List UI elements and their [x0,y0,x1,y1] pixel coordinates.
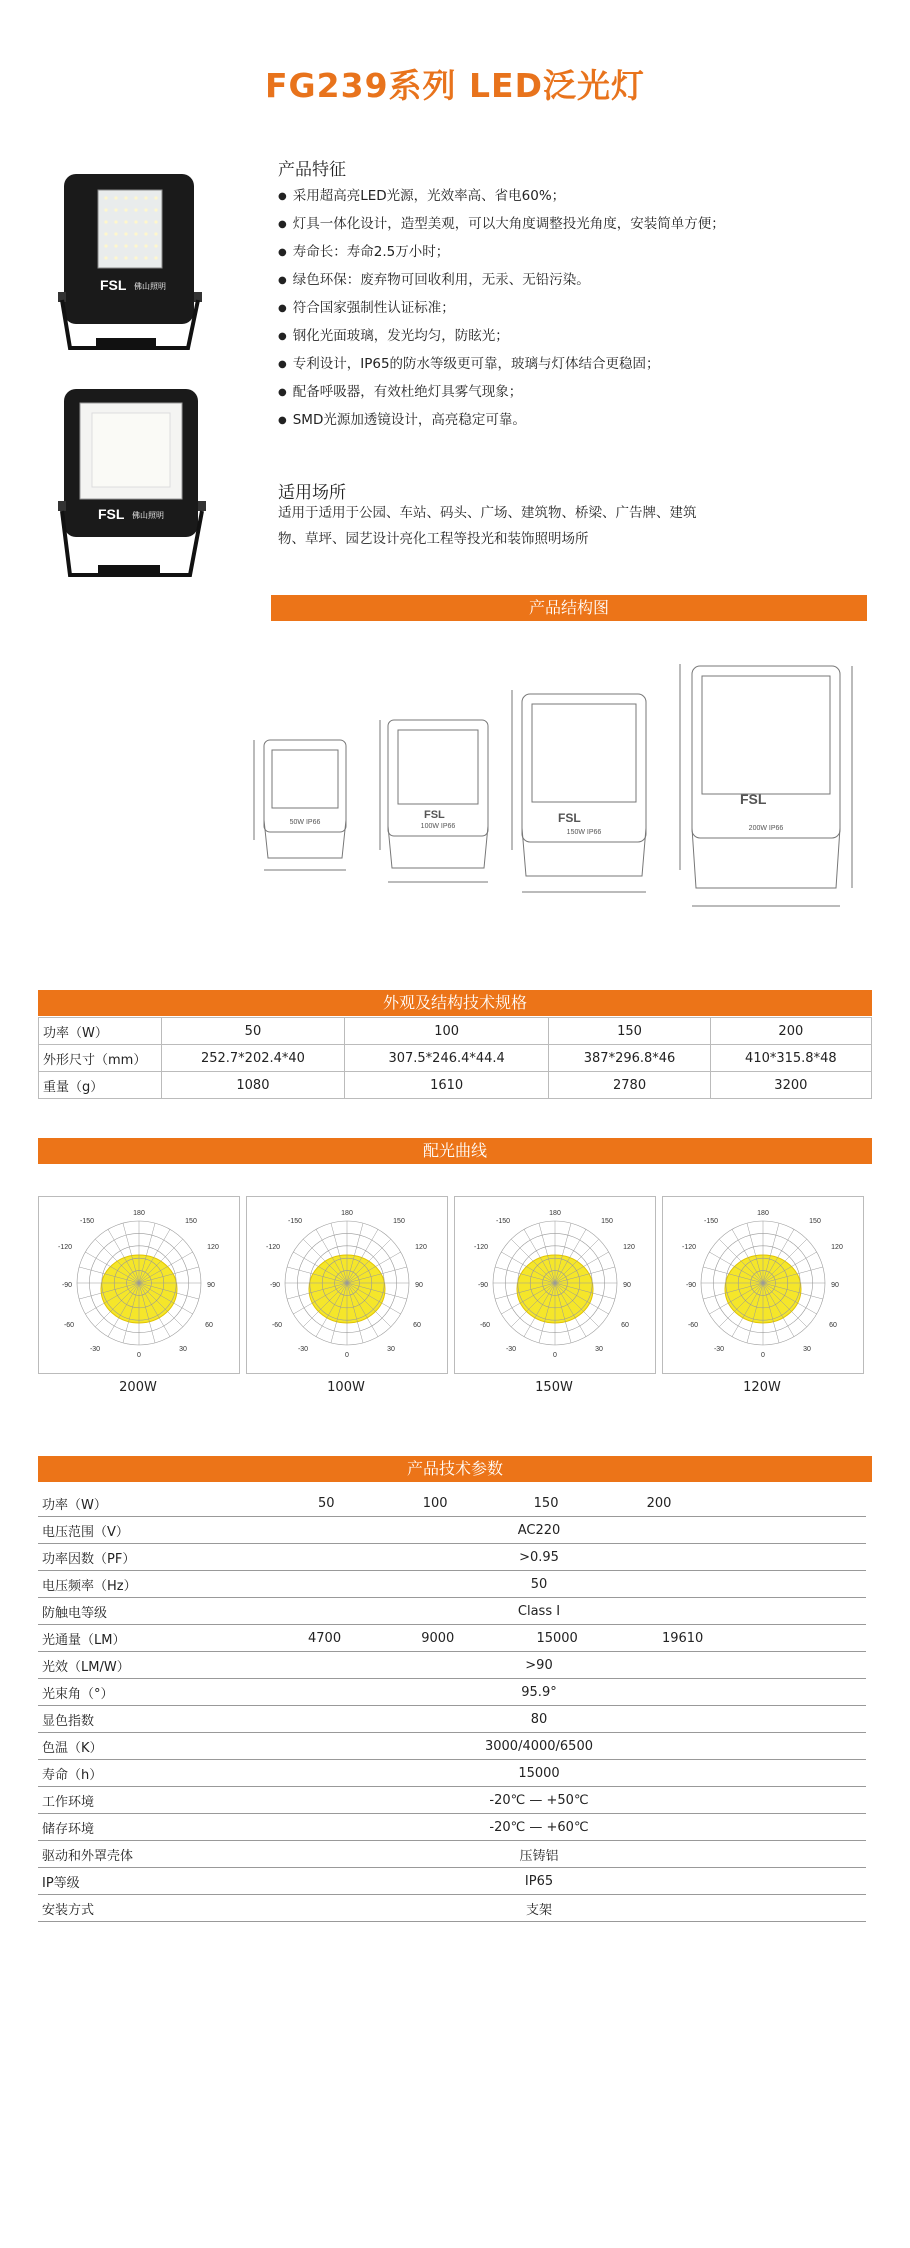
spec-label: 功率（W） [39,1018,162,1045]
structure-logo: FSL [424,809,445,821]
polar-angle-label: -120 [681,1244,697,1251]
table-row [38,1760,866,1787]
param-cell: 4700 [308,1630,342,1646]
table-row [38,1679,866,1706]
table-row [38,1517,866,1544]
lamp-photo-top [58,170,208,365]
polar-angle-label: 30 [179,1346,187,1353]
polar-angle-label: 90 [207,1282,215,1289]
structure-model-label: 100W IP66 [420,823,456,830]
lamp-logo-cn: 佛山照明 [132,511,164,520]
section-bar-params: 产品技术参数 [38,1456,872,1482]
polar-angle-label: 150 [185,1218,197,1225]
param-value: 15000 [212,1760,866,1787]
polar-angle-label: 60 [205,1322,213,1329]
param-label: IP等级 [38,1868,212,1895]
spec-cell: 150 [549,1018,710,1045]
param-label: 显色指数 [38,1706,212,1733]
structure-model-label: 200W IP66 [748,825,784,832]
usage-line: 物、草坪、园艺设计亮化工程等投光和装饰照明场所 [278,531,589,547]
param-cell: 50 [318,1495,335,1511]
spec-cell: 1610 [344,1072,549,1099]
polar-angle-label: -60 [479,1322,491,1329]
curve-caption: 120W [743,1380,781,1395]
curve-caption: 200W [119,1380,157,1395]
table-row [38,1895,866,1922]
feature-item: ● 符合国家强制性认证标准； [278,295,878,323]
usage-line: 适用于适用于公园、车站、码头、广场、建筑物、桥梁、广告牌、建筑 [278,505,697,521]
structure-logo: FSL [740,791,767,807]
param-label: 安装方式 [38,1895,212,1922]
polar-angle-label: -120 [473,1244,489,1251]
spec-cell: 3200 [710,1072,871,1099]
polar-angle-label: 120 [207,1244,219,1251]
polar-angle-label: -90 [477,1282,489,1289]
lamp-photo-bottom [58,385,208,585]
param-cell: 150 [533,1495,559,1511]
polar-angle-label: 90 [831,1282,839,1289]
polar-angle-label: -90 [685,1282,697,1289]
polar-angle-label: 0 [761,1352,765,1359]
spec-cell: 100 [344,1018,549,1045]
polar-angle-label: -30 [713,1346,725,1353]
polar-angle-label: -30 [505,1346,517,1353]
polar-curve-svg [455,1197,655,1373]
polar-angle-label: 0 [345,1352,349,1359]
polar-curve-chart [246,1196,448,1374]
polar-angle-label: 120 [415,1244,427,1251]
polar-curve-chart [454,1196,656,1374]
table-row [38,1706,866,1733]
table-row [38,1598,866,1625]
polar-angle-label: 180 [757,1210,769,1217]
param-label: 色温（K） [38,1733,212,1760]
structure-model-label: 150W IP66 [566,829,602,836]
polar-angle-label: -90 [61,1282,73,1289]
polar-angle-label: 30 [803,1346,811,1353]
polar-angle-label: 90 [415,1282,423,1289]
polar-angle-label: -60 [271,1322,283,1329]
section-bar-structure: 产品结构图 [271,595,867,621]
table-row [39,1018,872,1045]
polar-angle-label: 180 [549,1210,561,1217]
param-label: 电压范围（V） [38,1517,212,1544]
param-value: -20℃ — +60℃ [212,1814,866,1841]
spec-cell: 2780 [549,1072,710,1099]
polar-angle-label: 60 [621,1322,629,1329]
param-cell: 15000 [536,1630,578,1646]
structure-diagram [240,650,900,920]
spec-cell: 252.7*202.4*40 [162,1045,345,1072]
param-cell: 19610 [661,1630,704,1646]
polar-angle-label: 120 [623,1244,635,1251]
spec-cell: 410*315.8*48 [710,1045,871,1072]
param-label: 储存环境 [38,1814,212,1841]
polar-curve-svg [39,1197,239,1373]
polar-angle-label: 120 [831,1244,843,1251]
lamp-led-panel [98,190,162,268]
polar-curve-chart [38,1196,240,1374]
feature-item: ● 专利设计，IP65的防水等级更可靠，玻璃与灯体结合更稳固； [278,351,878,379]
param-value: 50 [212,1571,866,1598]
polar-angle-label: 30 [387,1346,395,1353]
param-value: IP65 [212,1868,866,1895]
polar-curve-chart [662,1196,864,1374]
polar-angle-label: -90 [269,1282,281,1289]
structure-logo: FSL [558,811,581,825]
spec-cell: 307.5*246.4*44.4 [344,1045,549,1072]
table-row [38,1490,866,1517]
polar-angle-label: 150 [809,1218,821,1225]
spec-label: 外形尺寸（mm） [39,1045,162,1072]
page-title: FG239系列 LED泛光灯 [265,66,645,105]
table-row [39,1072,872,1099]
param-label: 寿命（h） [38,1760,212,1787]
param-label: 工作环境 [38,1787,212,1814]
param-value: 压铸铝 [212,1841,866,1868]
param-label: 驱动和外罩壳体 [38,1841,212,1868]
feature-item: ● 灯具一体化设计，造型美观，可以大角度调整投光角度，安装简单方便； [278,211,878,239]
polar-angle-label: 150 [601,1218,613,1225]
lamp-logo-cn: 佛山照明 [134,282,166,291]
polar-angle-label: -150 [703,1218,719,1225]
curve-caption: 150W [535,1380,573,1395]
table-row [38,1544,866,1571]
params-table [38,1490,866,1922]
section-bar-curve: 配光曲线 [38,1138,872,1164]
spec-cell: 387*296.8*46 [549,1045,710,1072]
param-value: -20℃ — +50℃ [212,1787,866,1814]
param-cell: 9000 [421,1630,455,1646]
table-row [38,1787,866,1814]
feature-item: ● 绿色环保：废弃物可回收利用，无汞、无铅污染。 [278,267,878,295]
structure-lamp-150w [512,690,646,892]
param-label: 防触电等级 [38,1598,212,1625]
feature-item: ● 采用超高亮LED光源，光效率高、省电60%； [278,183,878,211]
spec-label: 重量（g） [39,1072,162,1099]
polar-angle-label: 180 [341,1210,353,1217]
param-value: 80 [212,1706,866,1733]
table-row [38,1841,866,1868]
param-value: 3000/4000/6500 [212,1733,866,1760]
features-heading: 产品特征 [278,160,346,180]
polar-angle-label: 30 [595,1346,603,1353]
polar-angle-label: 150 [393,1218,405,1225]
table-row [38,1652,866,1679]
param-value: 支架 [212,1895,866,1922]
param-label: 光效（LM/W） [38,1652,212,1679]
table-row [38,1625,866,1652]
structure-lamp-200w [680,664,852,906]
param-label: 电压频率（Hz） [38,1571,212,1598]
feature-item: ● 钢化光面玻璃，发光均匀，防眩光； [278,323,878,351]
polar-angle-label: 0 [137,1352,141,1359]
structure-model-label: 50W IP66 [289,819,321,826]
param-value: Class Ⅰ [212,1598,866,1625]
usage-heading: 适用场所 [278,483,346,503]
polar-angle-label: 180 [133,1210,145,1217]
param-value: AC220 [212,1517,866,1544]
structure-lamp-100w [380,720,488,882]
polar-curve-svg [663,1197,863,1373]
polar-angle-label: -60 [687,1322,699,1329]
polar-angle-label: -120 [265,1244,281,1251]
polar-angle-label: 60 [829,1322,837,1329]
param-label: 光束角（°） [38,1679,212,1706]
features-list [278,183,878,435]
polar-angle-label: 60 [413,1322,421,1329]
table-row [38,1571,866,1598]
lamp-logo-text: FSL [98,506,125,522]
lamp-logo-text: FSL [100,277,127,293]
param-value: 95.9° [212,1679,866,1706]
param-label: 光通量（LM） [38,1625,212,1652]
curve-caption: 100W [327,1380,365,1395]
polar-angle-label: -150 [287,1218,303,1225]
spec-cell: 1080 [162,1072,345,1099]
section-bar-spec: 外观及结构技术规格 [38,990,872,1016]
polar-angle-label: -120 [57,1244,73,1251]
param-value: >0.95 [212,1544,866,1571]
usage-text [278,500,878,552]
polar-angle-label: -30 [89,1346,101,1353]
polar-angle-label: -150 [79,1218,95,1225]
spec-cell: 50 [162,1018,345,1045]
feature-item: ● 配备呼吸器，有效杜绝灯具雾气现象； [278,379,878,407]
spec-table [38,1017,872,1099]
polar-curve-svg [247,1197,447,1373]
feature-item: ● SMD光源加透镜设计，高亮稳定可靠。 [278,407,878,435]
polar-angle-label: -60 [63,1322,75,1329]
table-row [38,1814,866,1841]
table-row [39,1045,872,1072]
polar-angle-label: -150 [495,1218,511,1225]
spec-cell: 200 [710,1018,871,1045]
param-value: >90 [212,1652,866,1679]
polar-angle-label: 0 [553,1352,557,1359]
table-row [38,1733,866,1760]
polar-angle-label: 90 [623,1282,631,1289]
table-row [38,1868,866,1895]
param-label: 功率因数（PF） [38,1544,212,1571]
param-label: 功率（W） [38,1490,212,1517]
param-cell: 200 [646,1495,672,1511]
structure-lamp-50w [254,740,346,870]
polar-angle-label: -30 [297,1346,309,1353]
param-cell: 100 [422,1495,448,1511]
feature-item: ● 寿命长：寿命2.5万小时； [278,239,878,267]
